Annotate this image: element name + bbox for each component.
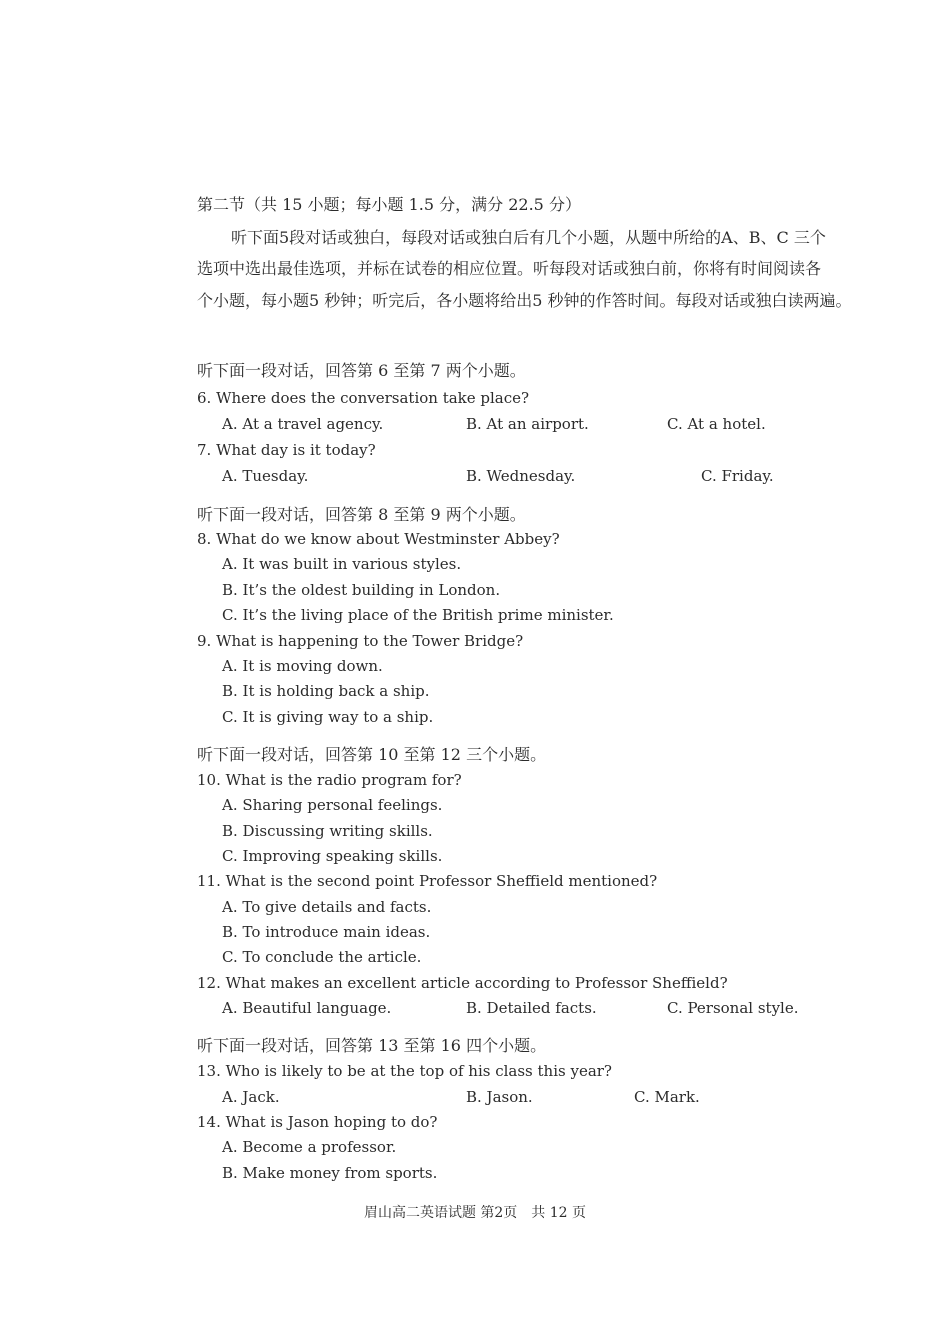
option-b: B. It is holding back a ship.	[222, 682, 430, 700]
option-c: C. It’s the living place of the British prime minister.	[222, 606, 614, 624]
option-a: A. It was built in various styles.	[222, 555, 462, 573]
instructions-line-1: 听下面5段对话或独白，每段对话或独白后有几个小题，从题中所给的A、B、C 三个	[231, 228, 826, 247]
option-b: B. Detailed facts.	[466, 999, 597, 1017]
question-stem: 9. What is happening to the Tower Bridge?	[197, 632, 524, 650]
option-c: C. To conclude the article.	[222, 948, 422, 966]
option-b: B. Jason.	[466, 1088, 533, 1106]
option-b: B. Wednesday.	[466, 467, 576, 485]
question-stem: 10. What is the radio program for?	[197, 771, 462, 789]
option-a: A. At a travel agency.	[222, 415, 384, 433]
group-heading: 听下面一段对话，回答第 8 至第 9 两个小题。	[197, 505, 526, 524]
instructions-line-2: 选项中选出最佳选项，并标在试卷的相应位置。听每段对话或独白前，你将有时间阅读各	[197, 259, 822, 278]
option-a: A. Sharing personal feelings.	[222, 796, 443, 814]
question-stem: 8. What do we know about Westminster Abbey?	[197, 530, 560, 548]
option-a: A. Tuesday.	[222, 467, 309, 485]
question-stem: 13. Who is likely to be at the top of his class this year?	[197, 1062, 612, 1080]
option-c: C. Personal style.	[667, 999, 799, 1017]
option-a: A. Jack.	[222, 1088, 280, 1106]
option-a: A. It is moving down.	[222, 657, 383, 675]
group-heading: 听下面一段对话，回答第 6 至第 7 两个小题。	[197, 361, 526, 380]
section-header: 第二节（共 15 小题；每小题 1.5 分，满分 22.5 分）	[197, 195, 581, 214]
question-stem: 14. What is Jason hoping to do?	[197, 1113, 438, 1131]
page-footer: 眉山高二英语试题 第2页 共 12 页	[363, 1205, 587, 1221]
option-b: B. At an airport.	[466, 415, 589, 433]
option-a: A. Beautiful language.	[222, 999, 392, 1017]
option-b: B. Make money from sports.	[222, 1164, 438, 1182]
option-c: C. It is giving way to a ship.	[222, 708, 434, 726]
option-c: C. At a hotel.	[667, 415, 766, 433]
option-c: C. Mark.	[634, 1088, 700, 1106]
question-stem: 12. What makes an excellent article according to Professor Sheffield?	[197, 974, 728, 992]
option-c: C. Improving speaking skills.	[222, 847, 443, 865]
option-b: B. It’s the oldest building in London.	[222, 581, 501, 599]
group-heading: 听下面一段对话，回答第 13 至第 16 四个小题。	[197, 1036, 547, 1055]
question-stem: 7. What day is it today?	[197, 441, 376, 459]
option-a: A. To give details and facts.	[222, 898, 432, 916]
instructions-line-3: 个小题，每小题5 秒钟；听完后，各小题将给出5 秒钟的作答时间。每段对话或独白读两遍。	[197, 291, 852, 310]
question-stem: 11. What is the second point Professor Sheffield mentioned?	[197, 872, 658, 890]
option-a: A. Become a professor.	[222, 1138, 397, 1156]
question-stem: 6. Where does the conversation take place?	[197, 389, 530, 407]
option-b: B. Discussing writing skills.	[222, 822, 433, 840]
option-c: C. Friday.	[701, 467, 774, 485]
option-b: B. To introduce main ideas.	[222, 923, 431, 941]
group-heading: 听下面一段对话，回答第 10 至第 12 三个小题。	[197, 745, 547, 764]
